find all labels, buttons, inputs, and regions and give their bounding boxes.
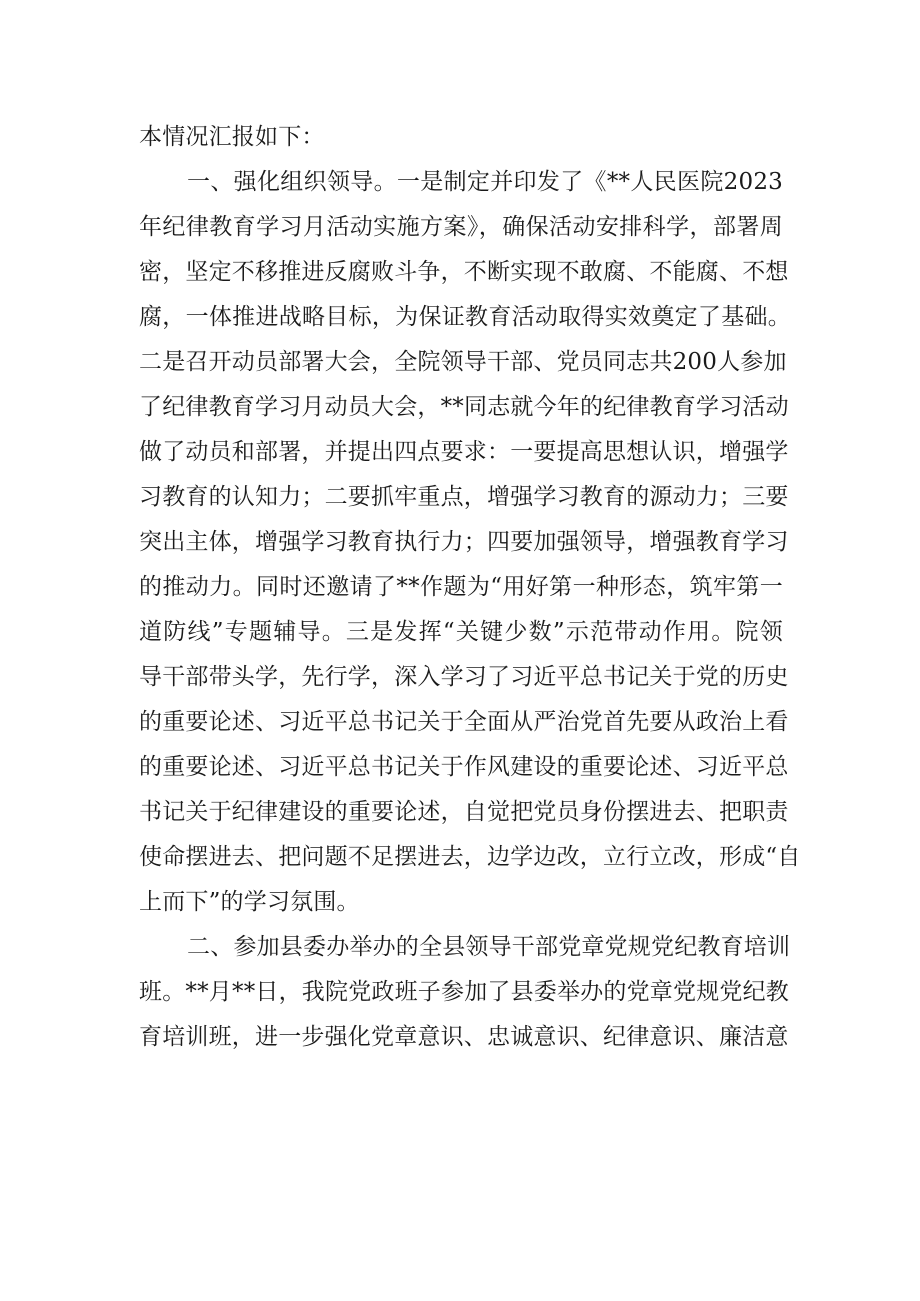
- text-line: 做了动员和部署，并提出四点要求：一要提高思想认识，增强学: [139, 439, 789, 465]
- text-line: 年纪律教育学习月活动实施方案》，确保活动安排科学，部署周: [139, 214, 783, 240]
- text-line: 了纪律教育学习月动员大会，**同志就今年的纪律教育学习活动: [139, 394, 789, 420]
- text-line: 班。**月**日，我院党政班子参加了县委举办的党章党规党纪教: [139, 979, 789, 1005]
- text-line: 道防线”专题辅导。三是发挥“关键少数”示范带动作用。院领: [139, 619, 783, 645]
- text-line: 导干部带头学，先行学，深入学习了习近平总书记关于党的历史: [139, 664, 789, 690]
- text-line: 使命摆进去、把问题不足摆进去，边学边改，立行立改，形成“自: [139, 844, 801, 870]
- text-line: 突出主体，增强学习教育执行力；四要加强领导，增强教育学习: [139, 529, 789, 555]
- text-line: 上而下”的学习氛围。: [139, 889, 360, 915]
- text-line: 腐，一体推进战略目标，为保证教育活动取得实效奠定了基础。: [139, 304, 791, 330]
- text-line: 习教育的认知力；二要抓牢重点，增强学习教育的源动力；三要: [139, 484, 789, 510]
- paragraph-1-heading-line: 一、强化组织领导。一是制定并印发了《**人民医院2023: [187, 169, 783, 195]
- text-line: 的推动力。同时还邀请了**作题为“用好第一种形态，筑牢第一: [139, 574, 783, 600]
- text-line: 密，坚定不移推进反腐败斗争，不断实现不敢腐、不能腐、不想: [139, 259, 789, 285]
- paragraph-2-heading-line: 二、参加县委办举办的全县领导干部党章党规党纪教育培训: [187, 934, 791, 960]
- text-line: 育培训班，进一步强化党章意识、忠诚意识、纪律意识、廉洁意: [139, 1024, 789, 1050]
- text-line: 二是召开动员部署大会，全院领导干部、党员同志共200人参加: [139, 349, 787, 375]
- text-line: 的重要论述、习近平总书记关于全面从严治党首先要从政治上看: [139, 709, 789, 735]
- text-line: 的重要论述、习近平总书记关于作风建设的重要论述、习近平总: [139, 754, 789, 780]
- text-line: 书记关于纪律建设的重要论述，自觉把党员身份摆进去、把职责: [139, 799, 789, 825]
- text-line: 本情况汇报如下：: [139, 124, 325, 150]
